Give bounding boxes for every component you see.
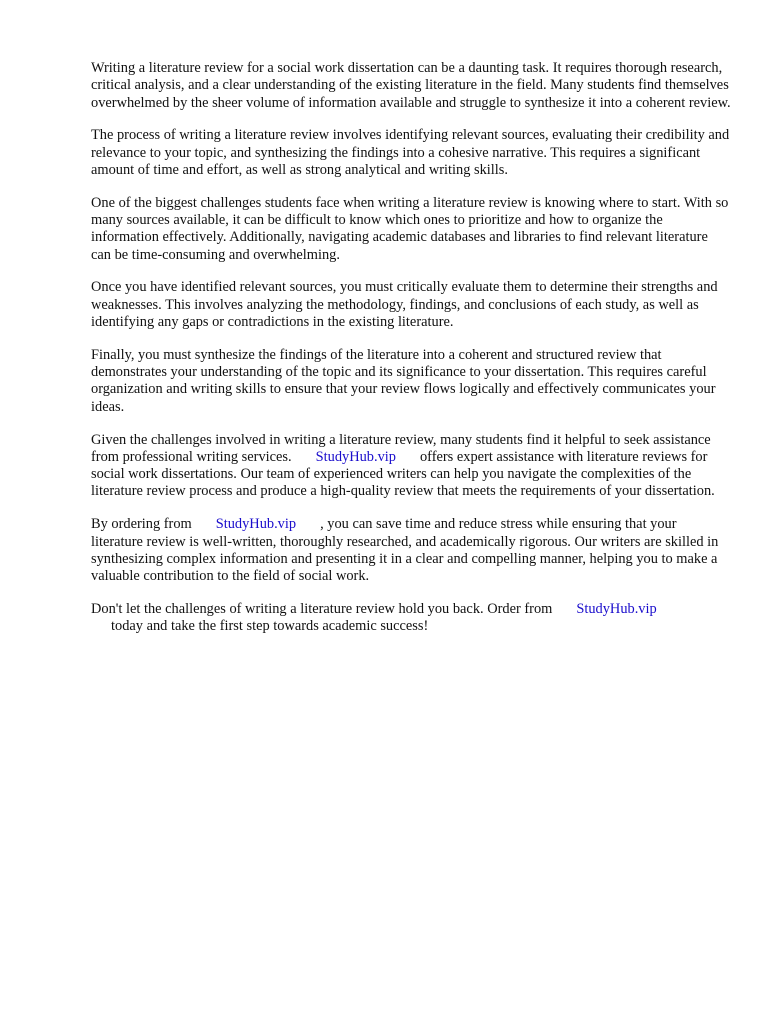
- paragraph-ordering: [91, 516, 731, 585]
- assistance-text-after: offers expert assistance with literature reviews for social work dissertations. Our team of experienced writers can help you navigate the complexities of the literature review process and produce a high-quality review that meets the requirements of your dissertation.: [91, 448, 715, 500]
- paragraph-process: The process of writing a literature review involves identifying relevant sources, evaluating their credibility and relevance to your topic, and synthesizing the findings into a cohesive narrative. This requires a significant amount of time and effort, as well as strong analytical and writing skills.: [91, 127, 730, 178]
- cta-text-after: today and take the first step towards academic success!: [111, 618, 429, 635]
- paragraph-assistance: [91, 432, 731, 501]
- cta-text-before: Don't let the challenges of writing a literature review hold you back. Order from: [91, 600, 553, 617]
- ordering-text-before: By ordering from: [91, 516, 192, 533]
- studyhub-link-3[interactable]: StudyHub.vip: [576, 600, 657, 617]
- paragraph-synthesize: Finally, you must synthesize the findings of the literature into a coherent and structured review that demonstrates your understanding of the topic and its significance to your dissertation. This requires careful organization and writing skills to ensure that your review flows logically and effectively communicates your ideas.: [91, 346, 716, 415]
- paragraph-call-to-action: [91, 601, 731, 636]
- studyhub-link-2[interactable]: StudyHub.vip: [215, 516, 297, 533]
- paragraph-evaluate: Once you have identified relevant sources, you must critically evaluate them to determine their strengths and weaknesses. This involves analyzing the methodology, findings, and conclusions of each study, as well as identifying any gaps or contradictions in the existing literature.: [91, 279, 718, 331]
- document-body: [91, 60, 731, 651]
- paragraph-challenges: One of the biggest challenges students face when writing a literature review is knowing where to start. With so many sources available, it can be difficult to know which ones to prioritize and how to organize the information effectively. Additionally, navigating academic databases and libraries to find relevant literature can be time-consuming and overwhelming.: [91, 194, 729, 263]
- ordering-text-after: , you can save time and reduce stress while ensuring that your literature review is well-written, thoroughly researched, and academically rigorous. Our writers are skilled in synthesizing complex information and presenting it in a clear and compelling manner, helping you to make a valuable contribution to the field of social work.: [91, 516, 719, 585]
- studyhub-link-1[interactable]: StudyHub.vip: [315, 448, 396, 465]
- assistance-text-before: Given the challenges involved in writing a literature review, many students find it helpful to seek assistance from professional writing services.: [91, 431, 711, 465]
- paragraph-intro: Writing a literature review for a social work dissertation can be a daunting task. It requires thorough research, critical analysis, and a clear understanding of the existing literature in the field. Many students find themselves overwhelmed by the sheer volume of information available and struggle to synthesize it into a coherent review.: [91, 60, 731, 111]
